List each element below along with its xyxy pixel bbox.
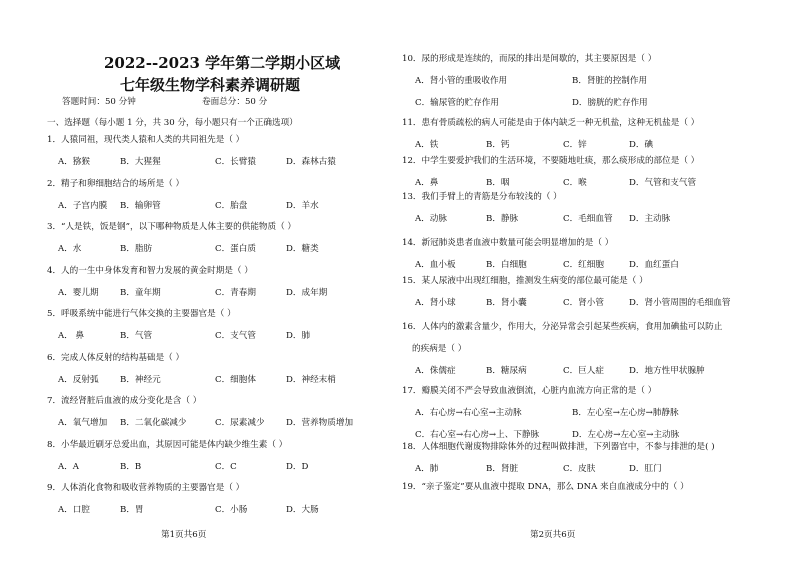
question-stem: 18．人体细胞代谢废物排除体外的过程叫做排泄，下列器官中，不参与排泄的是( ) (402, 442, 715, 452)
answer-option: D．气管和支气管 (629, 178, 697, 188)
answer-option: D．主动脉 (629, 214, 671, 224)
answer-option: A．婴儿期 (58, 287, 99, 298)
answer-option: C．支气管 (215, 331, 256, 341)
question-stem: 6．完成人体反射的结构基础是（ ） (47, 352, 185, 363)
answer-option: D．左心房→左心室→主动脉 (572, 430, 680, 440)
answer-option: A．口腔 (58, 505, 90, 515)
answer-option: B．糖尿病 (486, 366, 527, 376)
answer-option: A．侏儒症 (415, 366, 456, 376)
exam-title-line2: 七年级生物学科素养调研题 (120, 76, 301, 94)
question-stem: 4．人的一生中身体发育和智力发展的黄金时期是（ ） (47, 265, 253, 276)
answer-option: C．蛋白质 (215, 244, 256, 254)
question-stem: 15．某人尿液中出现红细胞，推测发生病变的部位最可能是（ ） (402, 276, 648, 286)
answer-option: D．碘 (629, 140, 654, 150)
question-stem: 1．人猿同祖，现代类人猿和人类的共同祖先是（ ） (47, 135, 245, 145)
answer-option: C．皮肤 (563, 464, 596, 474)
answer-option: D．大肠 (286, 505, 319, 515)
answer-option: B．神经元 (120, 374, 161, 385)
question-stem-cont: 的疾病是（ ） (412, 344, 467, 354)
answer-option: C．右心室→右心房→上、下静脉 (415, 430, 540, 440)
section-heading: 一、选择题（每小题 1 分，共 30 分，每小题只有一个正确选项） (47, 118, 298, 128)
question-stem: 19．“亲子鉴定”要从血液中提取 DNA，那么 DNA 来自血液成分中的（ ） (402, 482, 689, 492)
answer-option: D．成年期 (286, 287, 328, 298)
answer-option: B．肾小囊 (486, 298, 527, 308)
answer-option: B．静脉 (486, 214, 519, 224)
answer-option: B．大猩猩 (120, 157, 161, 167)
page-number-footer: 第2页共6页 (530, 530, 576, 540)
question-stem: 3．“人是铁，饭是钢”，以下哪种物质是人体主要的供能物质（ ） (47, 222, 297, 232)
answer-option: B．气管 (120, 331, 153, 341)
answer-option: D．D (286, 461, 309, 472)
question-stem: 11．患有骨质疏松的病人可能是由于体内缺乏一种无机盐，这种无机盐是（ ） (402, 118, 700, 128)
question-stem: 2．精子和卵细胞结合的场所是（ ） (47, 178, 185, 189)
answer-option: A．猕猴 (58, 157, 90, 167)
answer-option: C．尿素减少 (215, 418, 265, 428)
question-stem: 7．流经肾脏后血液的成分变化是含（ ） (47, 396, 202, 406)
answer-option: D．营养物质增加 (286, 418, 354, 428)
question-stem: 9．人体消化食物和吸收营养物质的主要器官是（ ） (47, 483, 245, 493)
question-stem: 14．新冠肺炎患者血液中数量可能会明显增加的是（ ） (402, 238, 614, 248)
question-stem: 10．尿的形成是连续的，而尿的排出是间歇的，其主要原因是（ ） (402, 54, 657, 64)
answer-option: D．地方性甲状腺肿 (629, 366, 705, 376)
answer-option: B．胃 (120, 505, 144, 515)
answer-option: C．巨人症 (563, 366, 604, 376)
answer-option: B．左心室→左心房→肺静脉 (572, 408, 679, 418)
answer-option: A．子宫内膜 (58, 200, 108, 211)
answer-option: A．肾小管的重吸收作用 (415, 76, 508, 86)
answer-option: B．童年期 (120, 287, 161, 298)
answer-option: A．铁 (415, 140, 439, 150)
answer-option: D．神经末梢 (286, 374, 336, 385)
answer-option: B．白细胞 (486, 260, 527, 270)
answer-option: B．B (120, 461, 142, 472)
answer-option: C．锌 (563, 140, 587, 150)
exam-title-line1: 2022--2023 学年第二学期小区域 (104, 54, 341, 72)
answer-option: D．森林古猿 (286, 157, 336, 167)
answer-option: C．红细胞 (563, 260, 604, 270)
answer-option: A．鼻 (415, 178, 439, 188)
answer-option: B．二氧化碳减少 (120, 418, 187, 428)
answer-option: A．水 (58, 244, 82, 254)
answer-option: C．毛细血管 (563, 214, 613, 224)
answer-option: A．肺 (415, 464, 439, 474)
answer-option: B．肾脏 (486, 464, 519, 474)
answer-option: C．输尿管的贮存作用 (415, 98, 499, 108)
question-stem: 8．小华最近刷牙总爱出血，其原因可能是体内缺少维生素（ ） (47, 439, 288, 450)
question-stem: 16．人体内的激素含量少，作用大，分泌异常会引起某些疾病，食用加碘盐可以防止 (402, 322, 723, 332)
page-number-footer: 第1页共6页 (161, 530, 207, 540)
answer-option: B．脂肪 (120, 244, 153, 254)
answer-option: A．A (58, 461, 80, 472)
answer-option: D．肛门 (629, 464, 662, 474)
answer-option: C．细胞体 (215, 374, 256, 385)
answer-option: B．肾脏的控制作用 (572, 76, 648, 86)
answer-option: A．反射弧 (58, 374, 99, 385)
answer-option: D．膀胱的贮存作用 (572, 98, 648, 108)
answer-option: C．胎盘 (215, 200, 248, 211)
question-stem: 17．瓣膜关闭不严会导致血液倒流，心脏内血流方向正常的是（ ） (402, 386, 657, 396)
answer-option: D．肾小管周围的毛细血管 (629, 298, 731, 308)
answer-option: C．长臂猿 (215, 157, 256, 167)
answer-option: A．动脉 (415, 214, 447, 224)
answer-option: D．肺 (286, 331, 311, 341)
answer-option: C．青春期 (215, 287, 256, 298)
answer-option: A．右心房→右心室→主动脉 (415, 408, 522, 418)
answer-option: A．血小板 (415, 260, 456, 270)
answer-option: C．C (215, 461, 237, 472)
answer-option: D．羊水 (286, 200, 319, 211)
answer-option: A． 鼻 (58, 331, 85, 341)
exam-page-2 (397, 0, 794, 561)
answer-option: D．糖类 (286, 244, 319, 254)
answer-option: C．喉 (563, 178, 587, 188)
answer-option: A．肾小球 (415, 298, 456, 308)
answer-time: 答题时间：50 分钟 (62, 97, 136, 107)
answer-option: B．钙 (486, 140, 510, 150)
answer-option: C．小肠 (215, 505, 248, 515)
answer-option: A．氧气增加 (58, 418, 108, 428)
answer-option: D．血红蛋白 (629, 260, 679, 270)
answer-option: C．肾小管 (563, 298, 604, 308)
answer-option: B．输卵管 (120, 200, 161, 211)
total-score: 卷面总分：50 分 (202, 97, 268, 107)
answer-option: B．咽 (486, 178, 510, 188)
question-stem: 12．中学生要爱护我们的生活环境，不要随地吐痰，那么痰形成的部位是（ ） (402, 156, 700, 166)
question-stem: 13．我们手臂上的青筋是分布较浅的（ ） (402, 192, 562, 202)
question-stem: 5．呼吸系统中能进行气体交换的主要器官是（ ） (47, 309, 236, 319)
